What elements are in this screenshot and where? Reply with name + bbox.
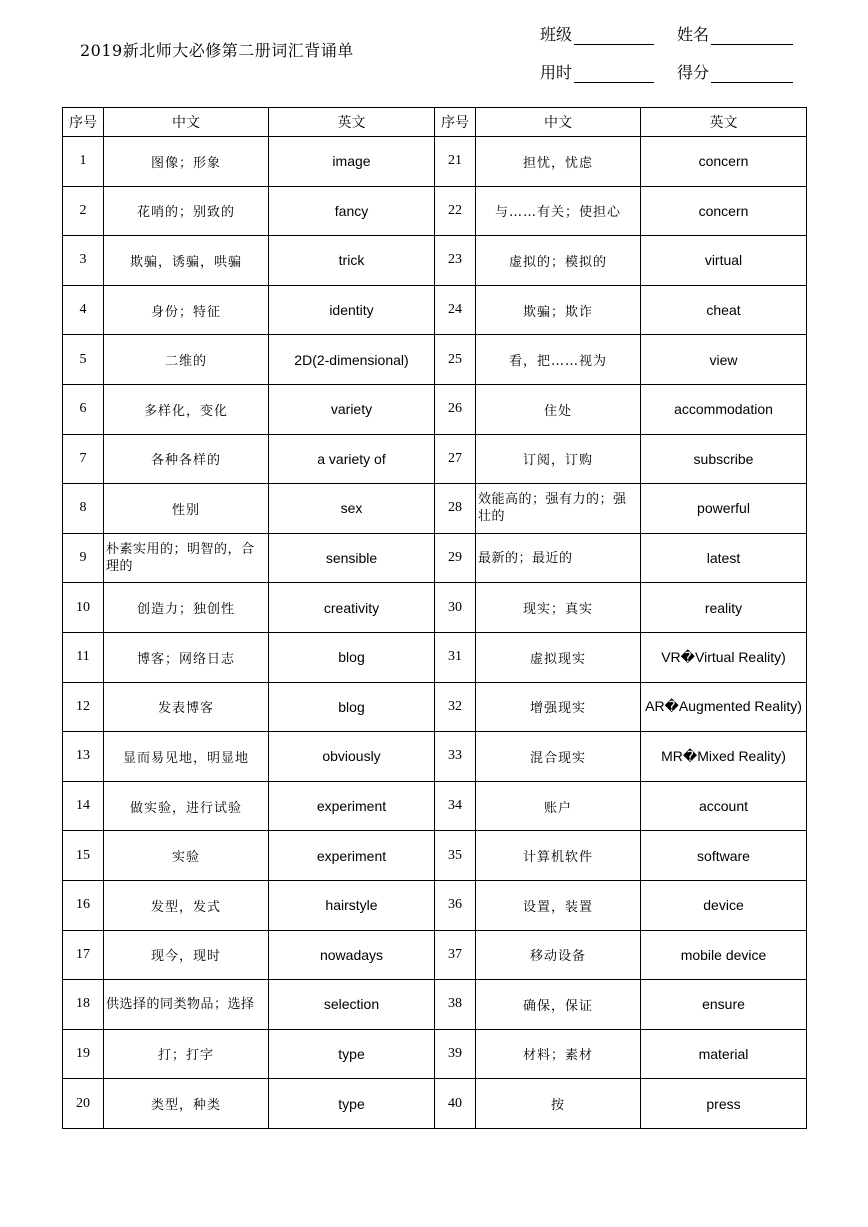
entry-chinese: 朴素实用的；明智的，合理的 — [104, 533, 269, 583]
entry-english: 2D(2-dimensional) — [269, 335, 435, 385]
table-row — [63, 384, 807, 434]
entry-chinese: 订阅，订购 — [476, 434, 641, 484]
entry-english: mobile device — [641, 930, 807, 980]
entry-number: 8 — [63, 484, 104, 534]
table-row — [63, 1079, 807, 1129]
entry-chinese: 虚拟现实 — [476, 632, 641, 682]
table-row — [63, 930, 807, 980]
entry-english: fancy — [269, 186, 435, 236]
entry-number: 9 — [63, 533, 104, 583]
entry-english: blog — [269, 632, 435, 682]
vocab-table — [62, 107, 807, 1129]
entry-english: powerful — [641, 484, 807, 534]
class-field — [540, 22, 654, 45]
entry-number: 34 — [435, 781, 476, 831]
entry-number: 31 — [435, 632, 476, 682]
entry-english: software — [641, 831, 807, 881]
table-row — [63, 285, 807, 335]
entry-english: type — [269, 1029, 435, 1079]
entry-number: 30 — [435, 583, 476, 633]
entry-english: experiment — [269, 781, 435, 831]
table-row — [63, 781, 807, 831]
entry-chinese: 设置，装置 — [476, 880, 641, 930]
entry-number: 16 — [63, 880, 104, 930]
entry-number: 29 — [435, 533, 476, 583]
entry-chinese: 供选择的同类物品；选择 — [104, 980, 269, 1030]
entry-chinese: 欺骗，诱骗，哄骗 — [104, 236, 269, 286]
entry-english: nowadays — [269, 930, 435, 980]
entry-english: blog — [269, 682, 435, 732]
entry-english: latest — [641, 533, 807, 583]
entry-english: obviously — [269, 732, 435, 782]
entry-chinese: 混合现实 — [476, 732, 641, 782]
entry-number: 15 — [63, 831, 104, 881]
table-row — [63, 236, 807, 286]
column-header-chinese: 中文 — [104, 108, 269, 137]
table-row — [63, 682, 807, 732]
entry-english: reality — [641, 583, 807, 633]
entry-chinese: 材料；素材 — [476, 1029, 641, 1079]
entry-number: 11 — [63, 632, 104, 682]
table-row — [63, 533, 807, 583]
entry-chinese: 性别 — [104, 484, 269, 534]
entry-english: type — [269, 1079, 435, 1129]
entry-chinese: 计算机软件 — [476, 831, 641, 881]
entry-chinese: 现实；真实 — [476, 583, 641, 633]
entry-chinese: 欺骗；欺诈 — [476, 285, 641, 335]
entry-chinese: 做实验，进行试验 — [104, 781, 269, 831]
entry-chinese: 发表博客 — [104, 682, 269, 732]
entry-chinese: 发型，发式 — [104, 880, 269, 930]
entry-number: 40 — [435, 1079, 476, 1129]
table-row — [63, 335, 807, 385]
entry-number: 39 — [435, 1029, 476, 1079]
entry-english: device — [641, 880, 807, 930]
entry-english: image — [269, 137, 435, 187]
time-field — [540, 60, 654, 83]
entry-english: cheat — [641, 285, 807, 335]
entry-english: AR�Augmented Reality) — [641, 682, 807, 732]
entry-number: 19 — [63, 1029, 104, 1079]
entry-number: 5 — [63, 335, 104, 385]
entry-chinese: 二维的 — [104, 335, 269, 385]
entry-chinese: 现今，现时 — [104, 930, 269, 980]
column-header-english: 英文 — [641, 108, 807, 137]
table-row — [63, 880, 807, 930]
entry-chinese: 创造力；独创性 — [104, 583, 269, 633]
entry-number: 22 — [435, 186, 476, 236]
table-row — [63, 831, 807, 881]
entry-english: ensure — [641, 980, 807, 1030]
entry-english: VR�Virtual Reality) — [641, 632, 807, 682]
entry-chinese: 移动设备 — [476, 930, 641, 980]
entry-number: 33 — [435, 732, 476, 782]
entry-chinese: 实验 — [104, 831, 269, 881]
entry-number: 36 — [435, 880, 476, 930]
table-row — [63, 137, 807, 187]
entry-number: 25 — [435, 335, 476, 385]
entry-number: 6 — [63, 384, 104, 434]
entry-chinese: 按 — [476, 1079, 641, 1129]
entry-english: sex — [269, 484, 435, 534]
entry-chinese: 增强现实 — [476, 682, 641, 732]
entry-chinese: 各种各样的 — [104, 434, 269, 484]
entry-english: material — [641, 1029, 807, 1079]
time-blank[interactable] — [574, 66, 654, 83]
table-row — [63, 732, 807, 782]
score-blank[interactable] — [711, 66, 793, 83]
entry-english: accommodation — [641, 384, 807, 434]
entry-english: concern — [641, 186, 807, 236]
name-field — [677, 22, 793, 45]
column-header-number: 序号 — [63, 108, 104, 137]
column-header-chinese: 中文 — [476, 108, 641, 137]
entry-number: 27 — [435, 434, 476, 484]
entry-chinese: 担忧，忧虑 — [476, 137, 641, 187]
entry-chinese: 最新的；最近的 — [476, 533, 641, 583]
entry-chinese: 博客；网络日志 — [104, 632, 269, 682]
entry-chinese: 图像；形象 — [104, 137, 269, 187]
score-label: 得分 — [677, 63, 710, 82]
entry-number: 10 — [63, 583, 104, 633]
entry-chinese: 账户 — [476, 781, 641, 831]
entry-english: concern — [641, 137, 807, 187]
class-blank[interactable] — [574, 28, 654, 45]
entry-chinese: 打；打字 — [104, 1029, 269, 1079]
entry-english: experiment — [269, 831, 435, 881]
entry-number: 17 — [63, 930, 104, 980]
score-field — [677, 60, 793, 83]
page-title: 2019新北师大必修第二册词汇背诵单 — [80, 41, 354, 60]
table-row — [63, 434, 807, 484]
entry-chinese: 身份；特征 — [104, 285, 269, 335]
entry-chinese: 效能高的；强有力的；强壮的 — [476, 484, 641, 534]
entry-chinese: 多样化，变化 — [104, 384, 269, 434]
entry-chinese: 看，把……视为 — [476, 335, 641, 385]
entry-number: 18 — [63, 980, 104, 1030]
entry-english: sensible — [269, 533, 435, 583]
entry-number: 14 — [63, 781, 104, 831]
table-header-row — [63, 108, 807, 137]
entry-chinese: 确保，保证 — [476, 980, 641, 1030]
table-row — [63, 632, 807, 682]
time-label: 用时 — [540, 63, 573, 82]
entry-english: account — [641, 781, 807, 831]
entry-number: 23 — [435, 236, 476, 286]
entry-chinese: 住处 — [476, 384, 641, 434]
table-row — [63, 583, 807, 633]
entry-english: identity — [269, 285, 435, 335]
entry-english: subscribe — [641, 434, 807, 484]
entry-english: press — [641, 1079, 807, 1129]
entry-english: variety — [269, 384, 435, 434]
column-header-english: 英文 — [269, 108, 435, 137]
entry-number: 3 — [63, 236, 104, 286]
entry-number: 2 — [63, 186, 104, 236]
entry-chinese: 虚拟的；模拟的 — [476, 236, 641, 286]
entry-english: MR�Mixed Reality) — [641, 732, 807, 782]
entry-number: 35 — [435, 831, 476, 881]
entry-english: selection — [269, 980, 435, 1030]
vocab-table-body — [63, 137, 807, 1129]
entry-number: 12 — [63, 682, 104, 732]
entry-chinese: 与……有关；使担心 — [476, 186, 641, 236]
entry-number: 24 — [435, 285, 476, 335]
entry-number: 20 — [63, 1079, 104, 1129]
entry-chinese: 类型，种类 — [104, 1079, 269, 1129]
entry-english: trick — [269, 236, 435, 286]
entry-number: 26 — [435, 384, 476, 434]
table-row — [63, 186, 807, 236]
entry-number: 37 — [435, 930, 476, 980]
entry-english: hairstyle — [269, 880, 435, 930]
entry-english: a variety of — [269, 434, 435, 484]
entry-chinese: 花哨的；别致的 — [104, 186, 269, 236]
entry-english: view — [641, 335, 807, 385]
name-label: 姓名 — [677, 25, 710, 44]
name-blank[interactable] — [711, 28, 793, 45]
entry-number: 4 — [63, 285, 104, 335]
column-header-number: 序号 — [435, 108, 476, 137]
table-row — [63, 1029, 807, 1079]
entry-number: 21 — [435, 137, 476, 187]
entry-number: 28 — [435, 484, 476, 534]
entry-chinese: 显而易见地，明显地 — [104, 732, 269, 782]
entry-number: 32 — [435, 682, 476, 732]
entry-number: 13 — [63, 732, 104, 782]
table-row — [63, 980, 807, 1030]
entry-number: 38 — [435, 980, 476, 1030]
table-row — [63, 484, 807, 534]
entry-number: 1 — [63, 137, 104, 187]
entry-english: creativity — [269, 583, 435, 633]
class-label: 班级 — [540, 25, 573, 44]
entry-number: 7 — [63, 434, 104, 484]
entry-english: virtual — [641, 236, 807, 286]
